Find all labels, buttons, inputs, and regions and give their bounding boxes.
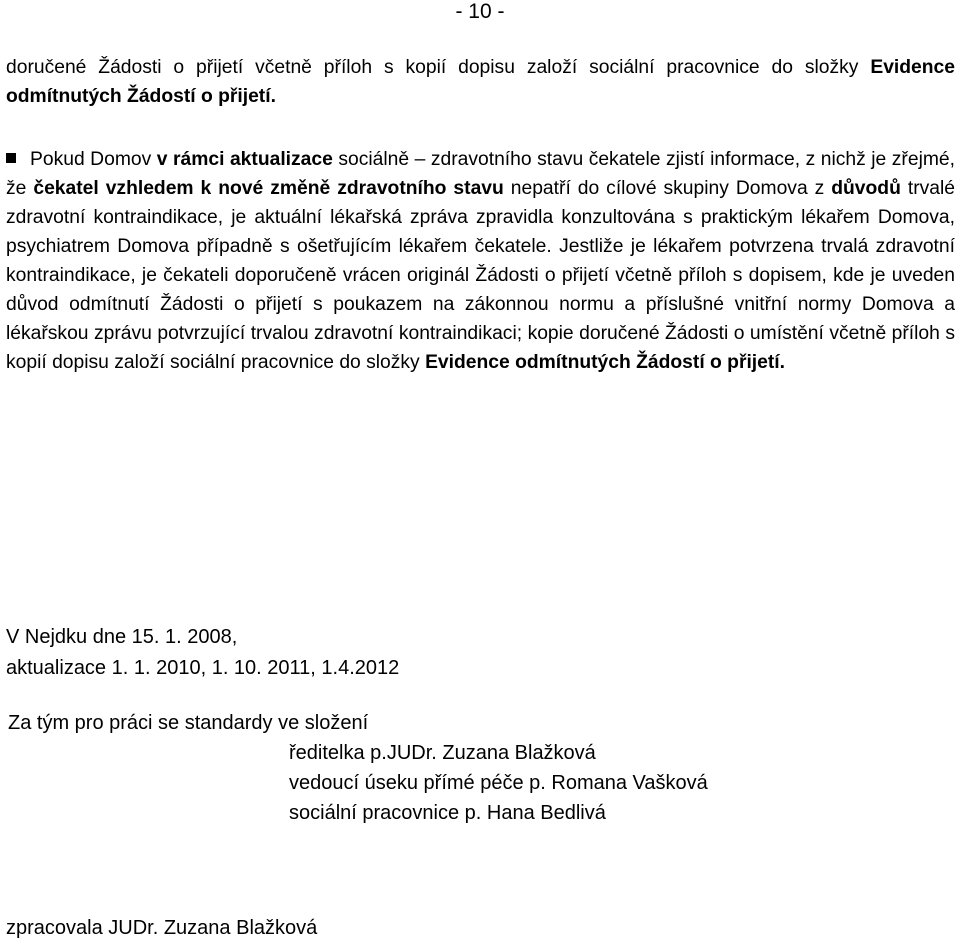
team-member-care-head: vedoucí úseku přímé péče p. Romana Vašková xyxy=(289,772,708,794)
page-number: - 10 - xyxy=(455,0,505,23)
paragraph-text: Pokud Domov xyxy=(30,149,157,170)
prepared-by-line: zpracovala JUDr. Zuzana Blažková xyxy=(6,917,318,939)
paragraph-text: sociálně – zdravotního stavu čekatele zjistí informace, z nichž je zřejmé, že xyxy=(6,149,955,199)
team-member-director: ředitelka p.JUDr. Zuzana Blažková xyxy=(289,742,596,764)
team-intro-line: Za tým pro práci se standardy ve složení xyxy=(8,712,369,734)
paragraph-continued xyxy=(6,53,955,111)
bullet-paragraph xyxy=(6,145,955,377)
date-line: V Nejdku dne 15. 1. 2008, xyxy=(6,626,238,648)
square-bullet-icon xyxy=(6,153,16,163)
paragraph-bold-text: čekatel vzhledem k nové změně zdravotního stavu xyxy=(33,178,504,199)
update-dates-line: aktualizace 1. 1. 2010, 1. 10. 2011, 1.4.2012 xyxy=(6,657,400,679)
paragraph-text: nepatří do cílové skupiny Domova z xyxy=(503,178,832,199)
paragraph-bold-text: důvodů xyxy=(831,178,901,199)
paragraph-bold-text: Evidence odmítnutých Žádostí o přijetí. xyxy=(425,352,786,373)
paragraph-text: doručené Žádosti o přijetí včetně příloh s kopií dopisu založí sociální pracovnice do složky xyxy=(6,57,871,78)
paragraph-text: trvalé zdravotní kontraindikace, je aktuální lékařská zpráva zpravidla konzultována s praktickým lékařem Domova, psychiatrem Domova případně s ošetřujícím lékařem čekatele. Jestliže je lékařem potvrzena trvalá zdravotní kontraindikace, je čekateli doporučeně vrácen originál Žádosti o přijetí včetně příloh s dopisem, kde je uveden důvod odmítnutí Žádosti o přijetí s poukazem na zákonnou normu a příslušné vnitřní normy Domova a lékařskou zprávu potvrzující trvalou zdravotní kontraindikaci; kopie doručené Žádosti o umístění včetně příloh s kopií dopisu založí sociální pracovnice do složky xyxy=(6,178,955,373)
paragraph-bold-text: v rámci aktualizace xyxy=(156,149,333,170)
paragraph-bold-text: Evidence odmítnutých Žádostí o přijetí. xyxy=(6,57,955,107)
team-member-social-worker: sociální pracovnice p. Hana Bedlivá xyxy=(289,802,606,824)
